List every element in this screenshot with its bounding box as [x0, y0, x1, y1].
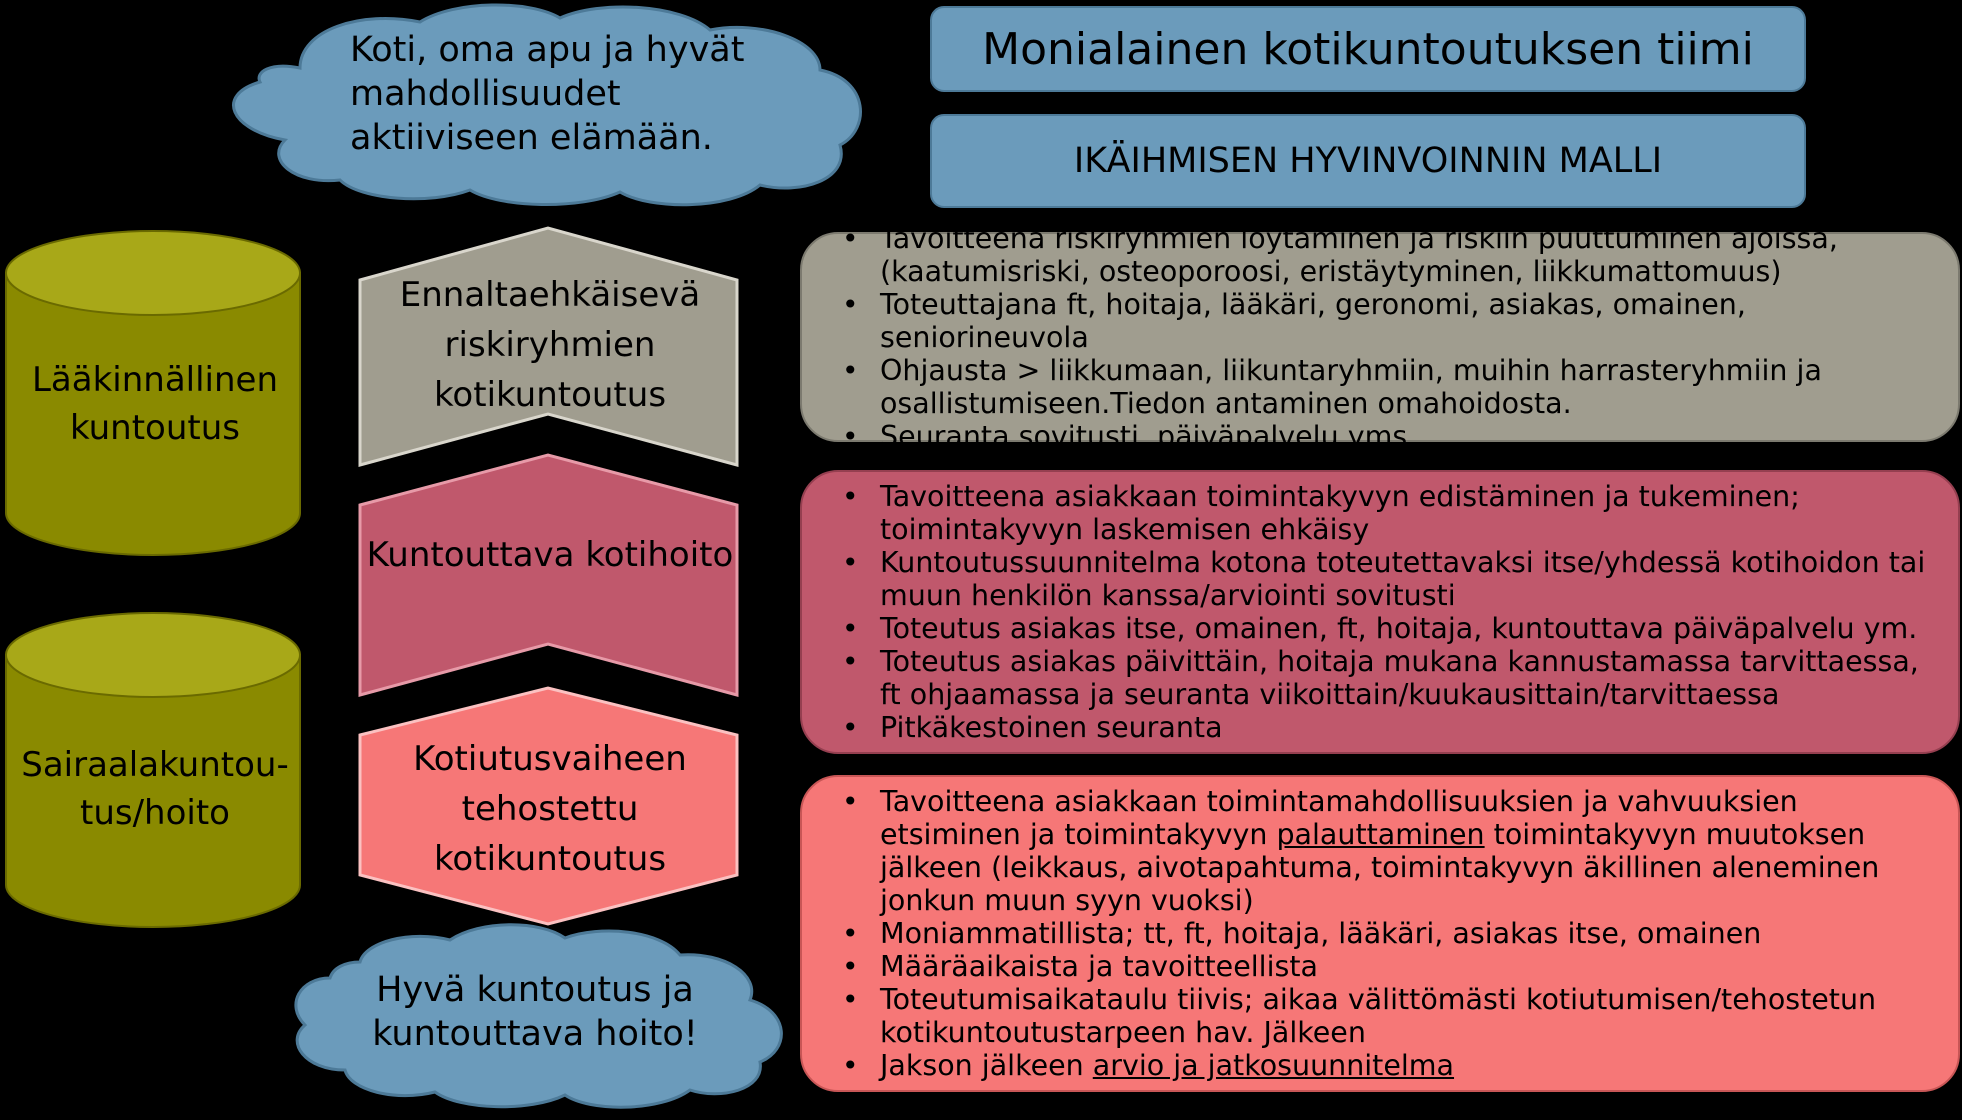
list-item: • Moniammatillista; tt, ft, hoitaja, lääkäri, asiakas itse, omainen — [880, 917, 1934, 950]
chevron-home-care-label: Kuntouttava kotihoito — [366, 535, 734, 575]
underlined-text: arvio ja jatkosuunnitelma — [1092, 1049, 1455, 1082]
cloud-top-text: Koti, oma apu ja hyvät mahdollisuudet aktiiviseen elämään. — [350, 30, 745, 158]
model-title-box — [930, 114, 1806, 208]
list-item: • Toteutus asiakas päivittäin, hoitaja mukana kannustamassa tarvittaessa, ft ohjaamassa ja seuranta viikoittain/kuukausittain/tarvittaessa — [880, 645, 1934, 711]
list-item: • Toteutus asiakas itse, omainen, ft, hoitaja, kuntouttava päiväpalvelu ym. — [880, 612, 1934, 645]
chevron-discharge-label: Kotiutusvaiheen tehostettu kotikuntoutus — [413, 739, 687, 879]
chevron-prevention-label: Ennaltaehkäisevä riskiryhmien kotikuntoutus — [399, 275, 701, 415]
list-item: • Ohjausta > liikkumaan, liikuntaryhmiin, muihin harrasteryhmiin ja osallistumiseen.Tiedon antaminen omahoidosta. — [880, 354, 1934, 420]
panel-home-care — [800, 470, 1960, 754]
bullet-text: Jakson jälkeen — [880, 1049, 1093, 1082]
list-item: • Tavoitteena riskiryhmien löytäminen ja riskiin puuttuminen ajoissa, (kaatumisriski, osteoporoosi, eristäytyminen, liikkumattomuus) — [880, 222, 1934, 288]
model-title: IKÄIHMISEN HYVINVOINNIN MALLI — [1073, 141, 1663, 181]
list-item — [880, 785, 1934, 917]
bullet-text: Tavoitteena asiakkaan toimintamahdollisuuksien ja vahvuuksien etsiminen ja toimintakyvyn — [880, 785, 1798, 851]
panel-discharge — [800, 775, 1960, 1092]
panel-prevention-list — [842, 222, 1934, 453]
list-item: • Seuranta sovitusti, päiväpalvelu yms. — [880, 420, 1934, 453]
cylinder-top-label: Lääkinnällinen kuntoutus — [31, 360, 279, 448]
cylinder-bottom-label: Sairaalakuntou-tus/hoito — [21, 745, 289, 833]
panel-home-care-list — [842, 480, 1934, 744]
team-title-box — [930, 6, 1806, 92]
underlined-text: palauttaminen — [1276, 818, 1485, 851]
list-item: • Tavoitteena asiakkaan toimintakyvyn edistäminen ja tukeminen; toimintakyvyn laskemisen ehkäisy — [880, 480, 1934, 546]
bullet-text: toimintakyvyn muutoksen jälkeen (leikkaus, aivotapahtuma, toimintakyvyn äkillinen aleneminen jonkun muun syyn vuoksi) — [880, 818, 1880, 917]
team-title: Monialainen kotikuntoutuksen tiimi — [982, 23, 1754, 75]
list-item: • Toteutumisaikataulu tiivis; aikaa välittömästi kotiutumisen/tehostetun kotikuntoutustarpeen hav. Jälkeen — [880, 983, 1934, 1049]
panel-prevention — [800, 221, 1960, 453]
panel-discharge-list — [842, 785, 1934, 1082]
list-item — [880, 1049, 1934, 1082]
list-item: • Määräaikaista ja tavoitteellista — [880, 950, 1934, 983]
list-item: • Kuntoutussuunnitelma kotona toteutettavaksi itse/yhdessä kotihoidon tai muun henkilön kanssa/arviointi sovitusti — [880, 546, 1934, 612]
list-item: • Toteuttajana ft, hoitaja, lääkäri, geronomi, asiakas, omainen, seniorineuvola — [880, 288, 1934, 354]
cloud-bottom-text: Hyvä kuntoutus ja kuntouttava hoito! — [372, 970, 698, 1054]
list-item: • Pitkäkestoinen seuranta — [880, 711, 1934, 744]
